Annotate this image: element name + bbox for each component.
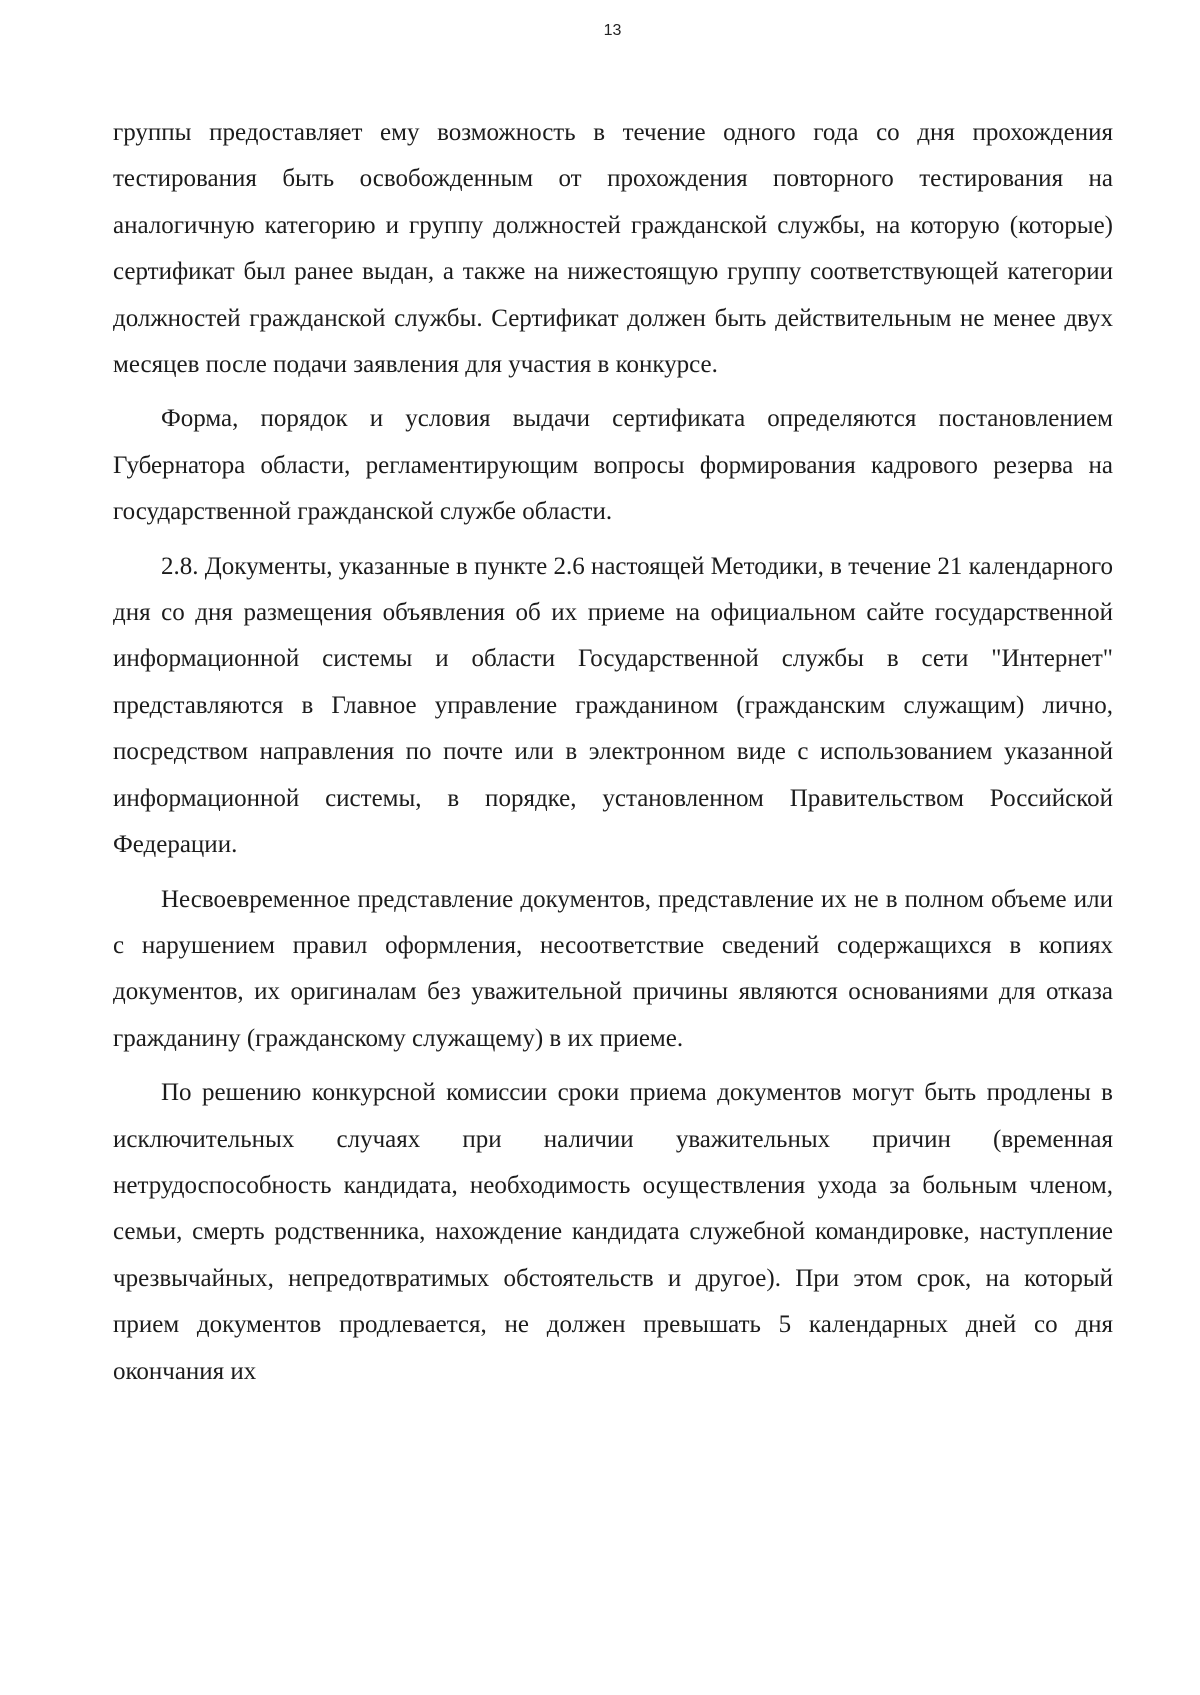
- page-number: 13: [603, 22, 622, 39]
- paragraph-continuation: группы предоставляет ему возможность в течение одного года со дня прохождения тестирования быть освобожденным от прохождения повторного тестирования на аналогичную категорию и группу должностей гражданской службы, на которую (которые) сертификат был ранее выдан, а также на нижестоящую группу соответствующей категории должностей гражданской службы. Сертификат должен быть действительным не менее двух месяцев после подачи заявления для участия в конкурсе.: [113, 119, 1113, 379]
- paragraph-certificate-form: Форма, порядок и условия выдачи сертификата определяются постановлением Губернатора области, регламентирующим вопросы формирования кадрового резерва на государственной гражданской службе области.: [113, 405, 1113, 526]
- paragraph-section-2-8: 2.8. Документы, указанные в пункте 2.6 настоящей Методики, в течение 21 календарного дня со дня размещения объявления об их приеме на официальном сайте государственной информационной системы и области Государственной службы в сети "Интернет" представляются в Главное управление гражданином (гражданским служащим) лично, посредством направления по почте или в электронном виде с использованием указанной информационной системы, в порядке, установленном Правительством Российской Федерации.: [113, 552, 1113, 859]
- paragraph-deadline-extension: По решению конкурсной комиссии сроки приема документов могут быть продлены в исключительных случаях при наличии уважительных причин (временная нетрудоспособность кандидата, необходимость осуществления ухода за больным членом, семьи, смерть родственника, нахождение кандидата служебной командировке, наступление чрезвычайных, непредотвратимых обстоятельств и другое). При этом срок, на который прием документов продлевается, не должен превышать 5 календарных дней со дня окончания их: [113, 1079, 1113, 1385]
- paragraph-late-submission: Несвоевременное представление документов, представление их не в полном объеме или с нарушением правил оформления, несоответствие сведений содержащихся в копиях документов, их оригиналам без уважительной причины являются основаниями для отказа гражданину (гражданскому служащему) в их приеме.: [113, 885, 1113, 1052]
- document-body: [113, 110, 1113, 1395]
